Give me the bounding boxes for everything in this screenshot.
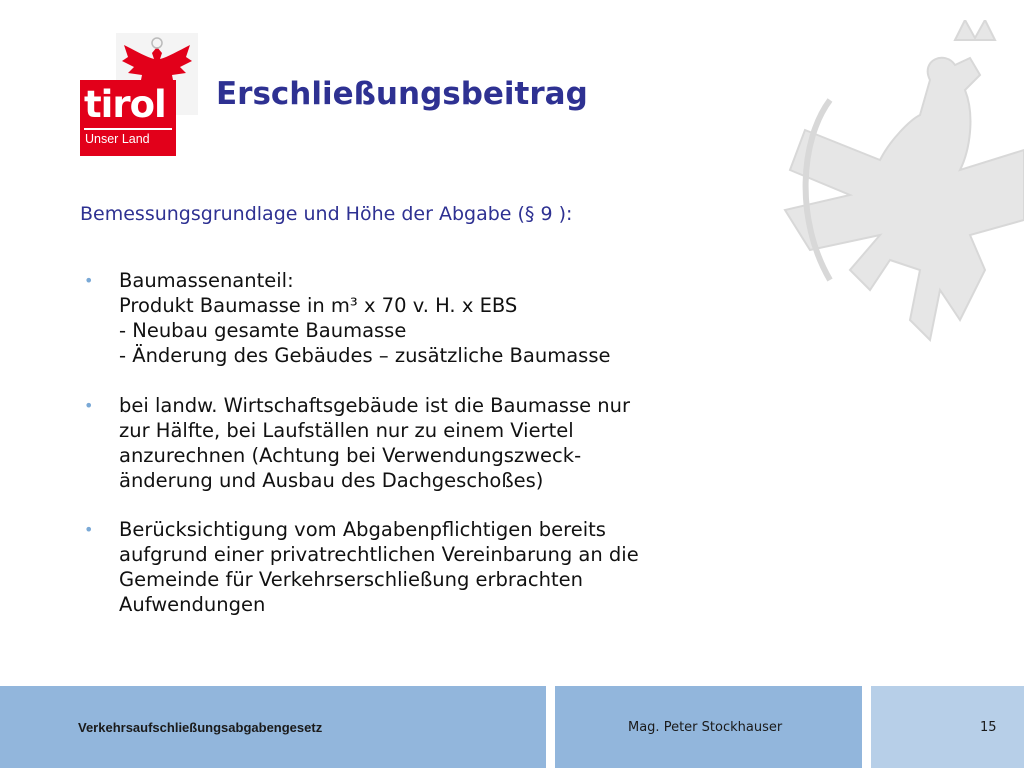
bullet-dot-icon: •: [84, 271, 94, 290]
logo-divider: [84, 128, 172, 130]
bullet-line: Berücksichtigung vom Abgabenpflichtigen bereits: [119, 518, 606, 541]
bullet-line: bei landw. Wirtschaftsgebäude ist die Baumasse nur: [119, 394, 631, 417]
bullet-line: - Neubau gesamte Baumasse: [119, 319, 407, 342]
bullet-dot-icon: •: [84, 520, 94, 539]
footer-author: Mag. Peter Stockhauser: [628, 720, 783, 735]
tirol-logo: [80, 33, 200, 157]
bullet-line: Baumassenanteil:: [119, 269, 294, 292]
logo-wordmark: tirol: [84, 83, 166, 126]
page-number: 15: [980, 720, 997, 735]
slide-footer: [0, 686, 1024, 768]
bullet-list: [80, 268, 780, 617]
footer-segment-right: [871, 686, 1024, 768]
slide-title: Erschließungsbeitrag: [216, 76, 588, 112]
bullet-line: änderung und Ausbau des Dachgeschoßes): [119, 469, 544, 492]
bullet-line: anzurechnen (Achtung bei Verwendungszweck-: [119, 444, 582, 467]
bullet-line: zur Hälfte, bei Laufställen nur zu einem Viertel: [119, 419, 574, 442]
bullet-line: aufgrund einer privatrechtlichen Vereinbarung an die: [119, 543, 639, 566]
footer-law-name: Verkehrsaufschließungsabgabengesetz: [78, 720, 323, 735]
bullet-line: Aufwendungen: [119, 593, 266, 616]
bullet-line: Produkt Baumasse in m³ x 70 v. H. x EBS: [119, 294, 518, 317]
eagle-watermark-icon: [770, 20, 1024, 420]
bullet-line: Gemeinde für Verkehrserschließung erbrachten: [119, 568, 583, 591]
bullet-dot-icon: •: [84, 396, 94, 415]
bullet-item: [80, 517, 780, 617]
bullet-item: [80, 268, 780, 368]
bullet-line: - Änderung des Gebäudes – zusätzliche Baumasse: [119, 344, 611, 367]
slide-subtitle: Bemessungsgrundlage und Höhe der Abgabe (§ 9 ):: [80, 203, 573, 225]
logo-subline: Unser Land: [85, 132, 150, 146]
bullet-item: [80, 393, 780, 493]
